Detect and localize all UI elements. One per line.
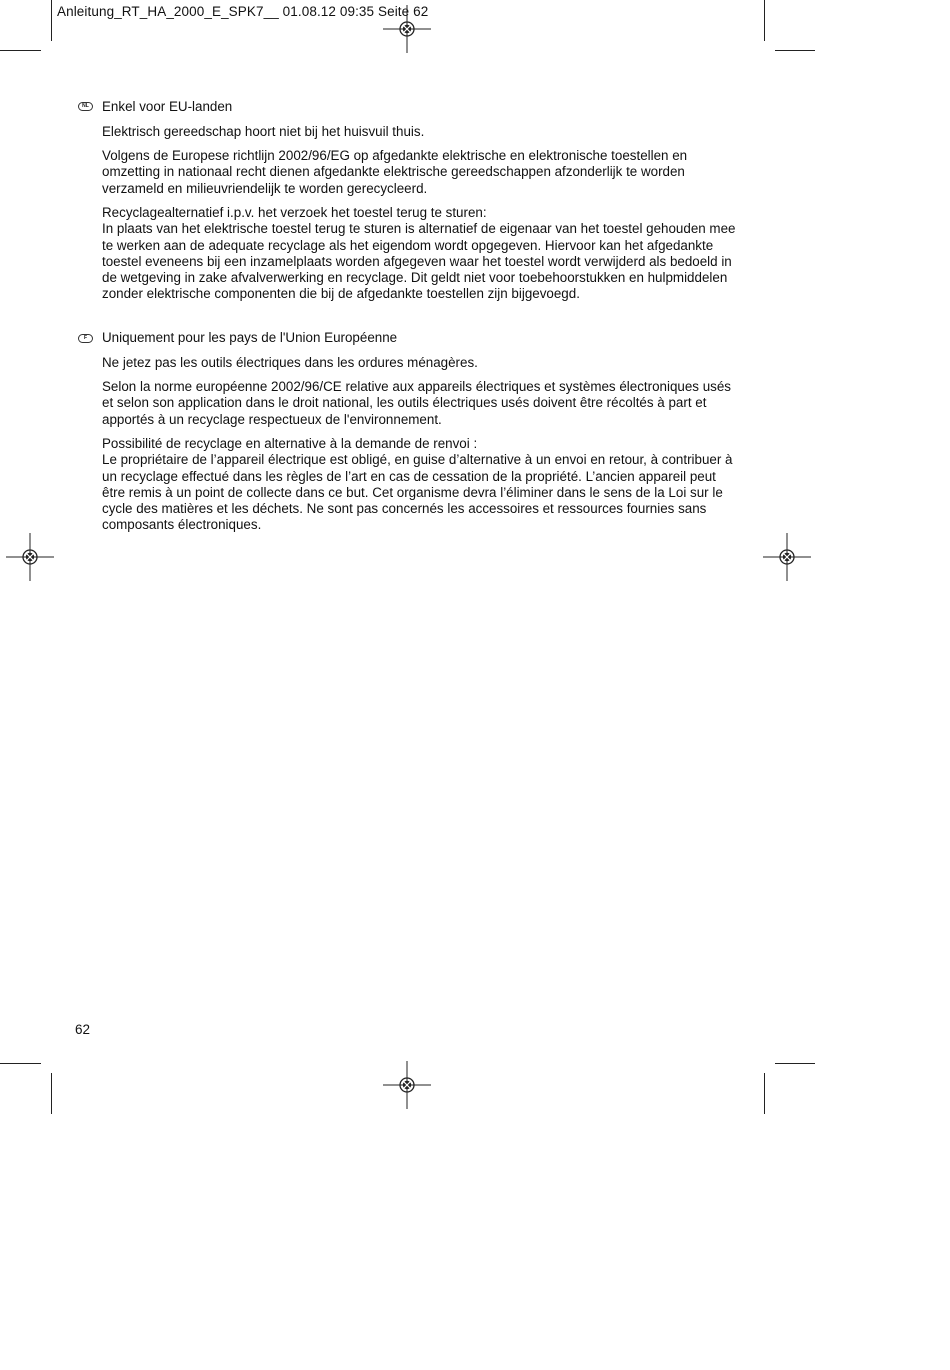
section-paragraph: Le propriétaire de l’appareil électrique est obligé, en guise d’alternative à un envoi en retour, à contribuer à un recyclage effectué dans les règles de l’art en cas de cessation de la propriété. L’ancien appareil peut être remis à un point de collecte dans ce but. Cet organisme devra l’éliminer dans le sens de la Loi sur le cycle des matières et les déchets. Ne sont pas concernés les accessoires et ressources fournies sans composants électroniques. xyxy=(102,452,733,533)
registration-mark-right-icon xyxy=(763,533,811,581)
section-heading: Enkel voor EU-landen xyxy=(102,99,233,114)
registration-mark-bottom-icon xyxy=(383,1061,431,1109)
crop-mark-top-left-horizontal xyxy=(0,50,41,51)
section-paragraph-title: Recyclagealternatief i.p.v. het verzoek het toestel terug te sturen: xyxy=(102,205,487,221)
crop-mark-bottom-right-vertical xyxy=(764,1073,765,1114)
section-heading: Uniquement pour les pays de l'Union Européenne xyxy=(102,330,398,345)
section-dutch xyxy=(102,99,742,311)
crop-mark-top-right-vertical xyxy=(764,0,765,41)
print-header-file-info: Anleitung_RT_HA_2000_E_SPK7__ 01.08.12 09:35 Seite 62 xyxy=(57,4,429,19)
registration-mark-left-icon xyxy=(6,533,54,581)
page-number: 62 xyxy=(75,1022,91,1037)
section-paragraph: Volgens de Europese richtlijn 2002/96/EG op afgedankte elektrische en elektronische toestellen en omzetting in nationaal recht dienen afgedankte elektrische gereedschappen afzonderlijk te worden verzameld en milieuvriendelijk te worden gerecycleerd. xyxy=(102,148,688,196)
language-badge-f: F xyxy=(78,334,93,343)
section-paragraph: Elektrisch gereedschap hoort niet bij het huisvuil thuis. xyxy=(102,123,425,139)
crop-mark-bottom-left-vertical xyxy=(51,1073,52,1114)
language-badge-nl: NL xyxy=(78,102,93,111)
section-paragraph-title: Possibilité de recyclage en alternative à la demande de renvoi : xyxy=(102,436,478,452)
section-paragraph: In plaats van het elektrische toestel terug te sturen is alternatief de eigenaar van het toestel gehouden mee te werken aan de adequate recyclage als het eigendom wordt opgegeven. Hiervoor kan het afgedankte toestel eveneens bij een inzamelplaats worden afgegeven waar het toestel wordt verwijderd als bedoeld in de wetgeving in zake afvalverwerking en recyclage. Dit geldt niet voor toebehoorstukken en hulpmiddelen zonder elektrische componenten die bij de afgedankte toestellen zijn bijgevoegd. xyxy=(102,221,736,302)
crop-mark-bottom-right-horizontal xyxy=(775,1063,815,1064)
crop-mark-top-right-horizontal xyxy=(775,50,815,51)
section-paragraph: Selon la norme européenne 2002/96/CE relative aux appareils électriques et systèmes électroniques usés et selon son application dans le droit national, les outils électriques usés doivent être récoltés à part et apportés à un recyclage respectueux de l'environnement. xyxy=(102,379,731,427)
registration-mark-top-icon xyxy=(383,5,431,53)
section-french xyxy=(102,330,742,542)
crop-mark-bottom-left-horizontal xyxy=(0,1063,41,1064)
crop-mark-top-left-vertical xyxy=(51,0,52,41)
section-paragraph: Ne jetez pas les outils électriques dans les ordures ménagères. xyxy=(102,354,478,370)
